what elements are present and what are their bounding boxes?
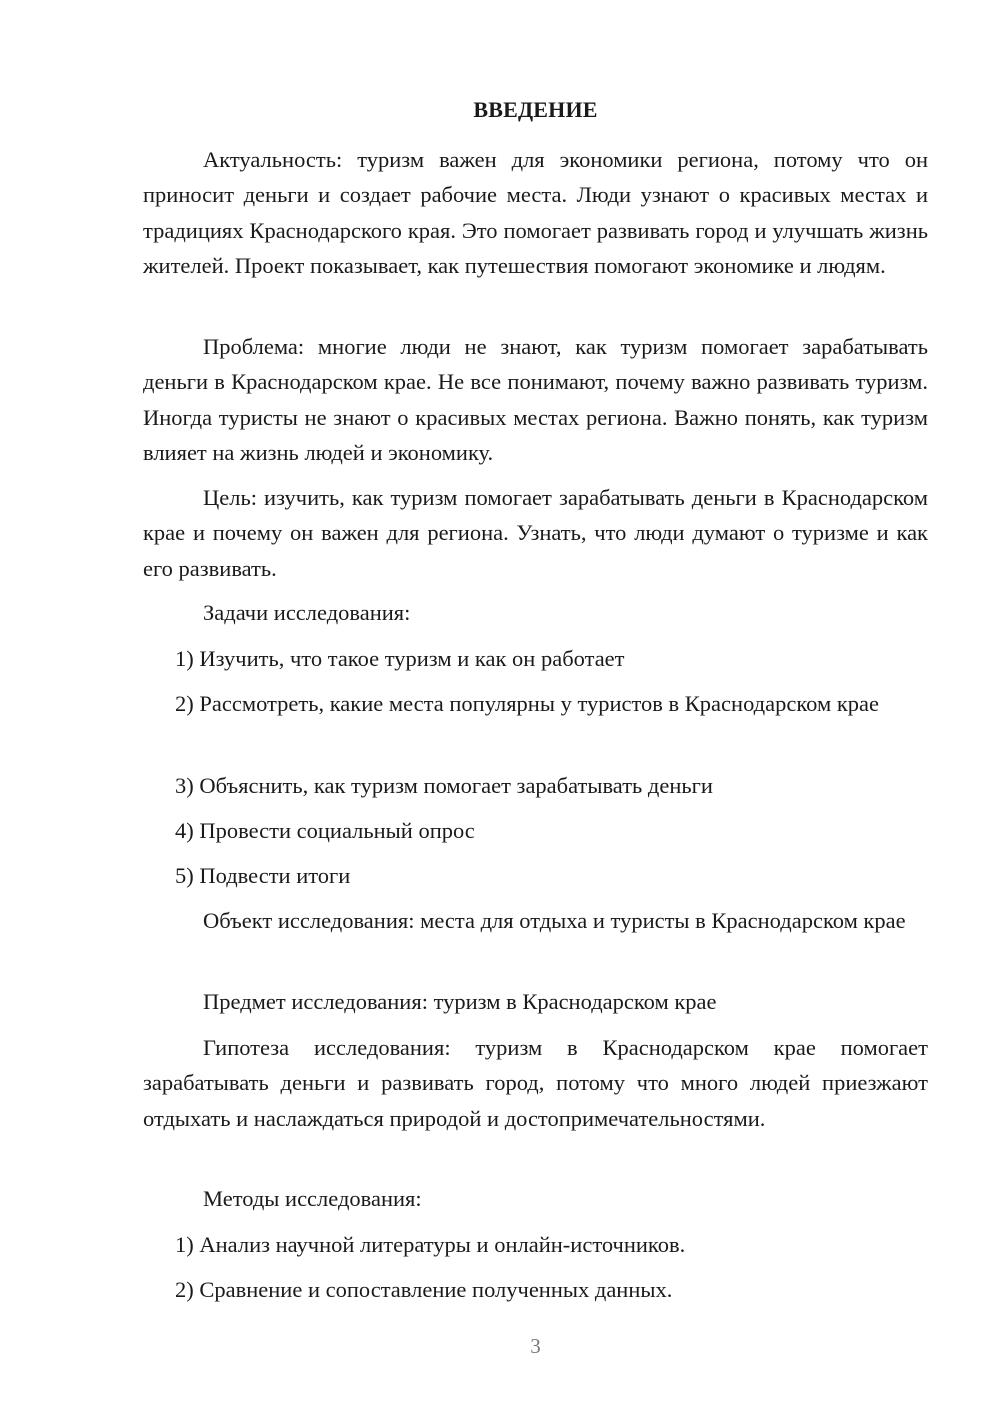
page-number: 3	[530, 1334, 541, 1358]
tasks-heading: Задачи исследования:	[203, 600, 411, 625]
method-item-2: 2) Сравнение и сопоставление полученных данных.	[175, 1277, 673, 1302]
paragraph-actuality: Актуальность: туризм важен для экономики региона, потому что он приносит деньги и создает рабочие места. Люди узнают о красивых местах и традициях Краснодарского края. Это помогает развивать город и улучшать жизнь жителей. Проект показывает, как путешествия помогают экономике и людям.	[143, 147, 928, 279]
paragraph-goal: Цель: изучить, как туризм помогает зарабатывать деньги в Краснодарском крае и почему он важен для региона. Узнать, что люди думают о туризме и как его развивать.	[143, 485, 928, 581]
method-item-1: 1) Анализ научной литературы и онлайн-источников.	[175, 1232, 686, 1257]
task-item-1: 1) Изучить, что такое туризм и как он работает	[175, 646, 625, 671]
document-page	[143, 0, 928, 1414]
methods-heading: Методы исследования:	[203, 1186, 422, 1211]
paragraph-hypothesis: Гипотеза исследования: туризм в Краснодарском крае помогает зарабатывать деньги и развивать город, потому что много людей приезжают отдыхать и наслаждаться природой и достопримечательностями.	[143, 1035, 928, 1131]
paragraph-subject: Предмет исследования: туризм в Краснодарском крае	[203, 989, 717, 1014]
task-item-5: 5) Подвести итоги	[175, 863, 351, 888]
section-title: ВВЕДЕНИЕ	[473, 97, 598, 122]
paragraph-object: Объект исследования: места для отдыха и туристы в Краснодарском крае	[203, 908, 906, 933]
paragraph-problem: Проблема: многие люди не знают, как туризм помогает зарабатывать деньги в Краснодарском крае. Не все понимают, почему важно развивать туризм. Иногда туристы не знают о красивых местах региона. Важно понять, как туризм влияет на жизнь людей и экономику.	[143, 334, 928, 466]
task-item-4: 4) Провести социальный опрос	[175, 818, 475, 843]
task-item-3: 3) Объяснить, как туризм помогает зарабатывать деньги	[175, 773, 713, 798]
task-item-2: 2) Рассмотреть, какие места популярны у туристов в Краснодарском крае	[175, 691, 879, 716]
